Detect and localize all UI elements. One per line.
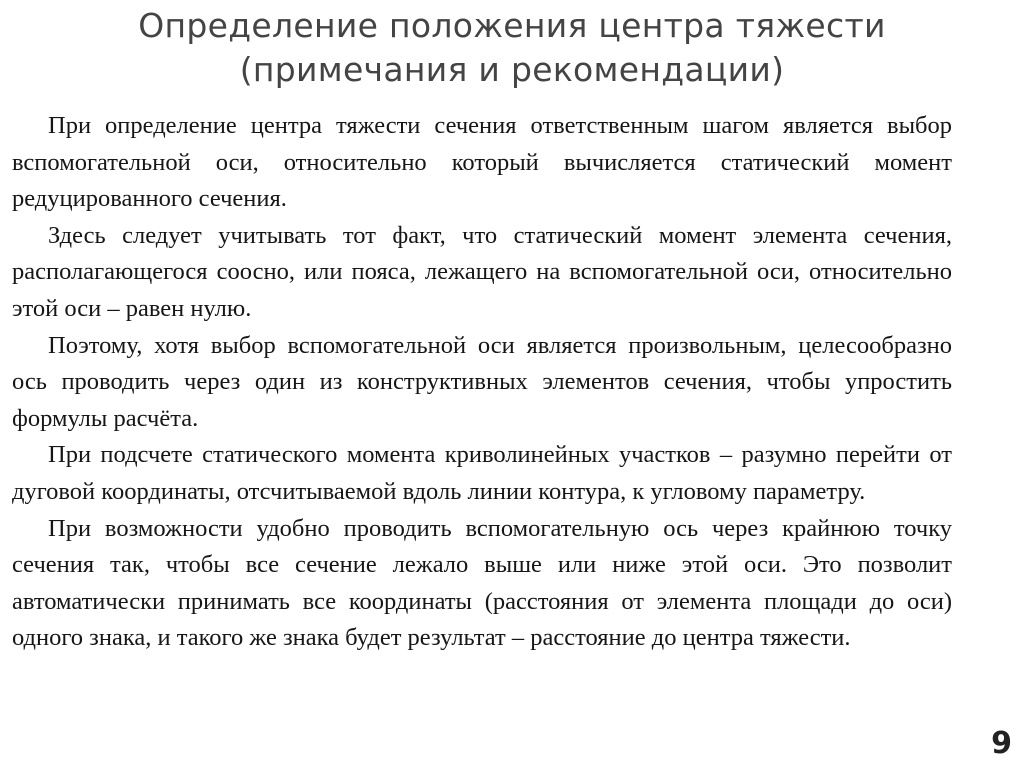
slide-title-line-1: Определение положения центра тяжести [138, 6, 886, 45]
paragraph-5: При возможности удобно проводить вспомогательную ось через крайнюю точку сечения так, чтобы все сечение лежало выше или ниже этой оси. Это позволит автоматически принимать все координаты (расстояния от элемента площади до оси) одного знака, и такого же знака будет результат – расстояние до центра тяжести. [12, 514, 952, 652]
slide-title-line-2: (примечания и рекомендации) [239, 50, 785, 89]
paragraph-3: Поэтому, хотя выбор вспомогательной оси является произвольным, целесообразно ось проводить через один из конструктивных элементов сечения, чтобы упростить формулы расчёта. [12, 331, 952, 432]
paragraph-1: При определение центра тяжести сечения ответственным шагом является выбор вспомогательной оси, относительно который вычисляется статический момент редуцированного сечения. [12, 112, 952, 213]
slide-body [12, 108, 952, 657]
paragraph-4: При подсчете статического момента криволинейных участков – разумно перейти от дуговой координаты, отсчитываемой вдоль линии контура, к угловому параметру. [12, 441, 952, 505]
page-number: 9 [991, 726, 1012, 761]
paragraph-2: Здесь следует учитывать тот факт, что статический момент элемента сечения, располагающегося соосно, или пояса, лежащего на вспомогательной оси, относительно этой оси – равен нулю. [12, 221, 952, 322]
slide-title [0, 4, 1024, 92]
